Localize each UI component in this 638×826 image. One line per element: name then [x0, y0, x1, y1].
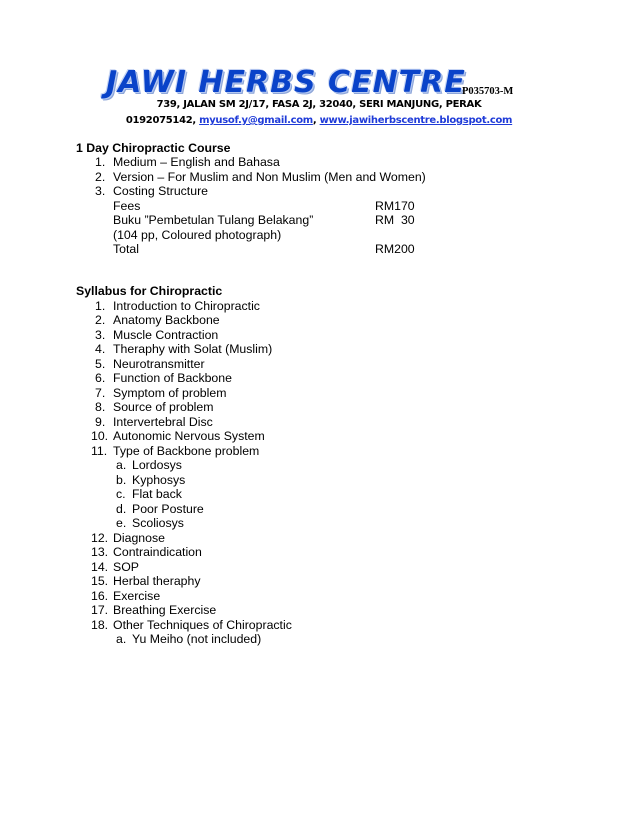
list-number: 4. — [95, 342, 106, 356]
list-number: 1. — [95, 155, 106, 169]
website-link[interactable]: www.jawiherbscentre.blogspot.com — [319, 115, 513, 126]
list-number: 17. — [91, 603, 109, 617]
list-number: 3. — [95, 184, 106, 198]
list-number: 16. — [91, 588, 109, 603]
course-title: 1 Day Chiropractic Course — [76, 141, 231, 155]
list-number: 8. — [95, 400, 106, 414]
cost-label: Buku ”Pembetulan Tulang Belakang” — [113, 213, 314, 227]
cost-label: Fees — [113, 198, 141, 213]
list-item: Costing Structure — [113, 184, 209, 198]
list-item: Neurotransmitter — [113, 356, 205, 371]
letterhead — [0, 66, 638, 100]
syllabus-title: Syllabus for Chiropractic — [76, 284, 223, 298]
list-item: Function of Backbone — [113, 371, 232, 385]
registration-number: P035703-M — [462, 86, 514, 97]
list-item: Type of Backbone problem — [113, 443, 260, 458]
list-number: 11. — [91, 443, 108, 458]
sublist-letter: e. — [116, 516, 127, 530]
list-number: 7. — [95, 385, 106, 400]
cost-label: Total — [113, 242, 139, 256]
list-item: Contraindication — [113, 545, 202, 559]
cost-value: RM170 — [375, 198, 415, 213]
list-number: 18. — [91, 617, 109, 632]
list-item: Other Techniques of Chiropractic — [113, 617, 292, 632]
contact-line — [0, 115, 638, 126]
list-number: 13. — [91, 545, 109, 559]
list-item: Diagnose — [113, 530, 165, 545]
list-item: Anatomy Backbone — [113, 313, 220, 327]
sublist-letter: d. — [116, 501, 127, 516]
list-number: 2. — [95, 169, 106, 184]
sublist-item: Lordosys — [132, 458, 182, 472]
list-number: 3. — [95, 327, 106, 342]
phone-number: 0192075142, — [125, 115, 196, 126]
list-number: 2. — [95, 313, 106, 327]
sublist-item: Kyphosys — [132, 472, 186, 487]
list-number: 5. — [95, 356, 106, 371]
sublist-item: Scoliosys — [132, 516, 184, 530]
list-item: SOP — [113, 559, 139, 574]
list-number: 15. — [91, 574, 109, 588]
cost-label: (104 pp, Coloured photograph) — [113, 227, 282, 242]
company-address: 739, JALAN SM 2J/17, FASA 2J, 32040, SERI MANJUNG, PERAK — [156, 99, 482, 110]
list-item: Autonomic Nervous System — [113, 429, 265, 443]
sublist-letter: a. — [116, 632, 127, 646]
list-item: Intervertebral Disc — [113, 414, 213, 429]
list-item: Medium – English and Bahasa — [113, 155, 280, 169]
email-link[interactable]: myusof.y@gmail.com — [199, 115, 313, 126]
list-number: 12. — [91, 530, 109, 545]
list-item: Theraphy with Solat (Muslim) — [113, 342, 273, 356]
contact-separator: , — [312, 115, 317, 126]
cost-value: RM200 — [375, 242, 415, 256]
list-number: 6. — [95, 371, 106, 385]
company-logo: JAWI HERBS CENTRE — [106, 65, 466, 100]
list-item: Version – For Muslim and Non Muslim (Men and Women) — [113, 169, 426, 184]
cost-value: RM 30 — [375, 213, 415, 227]
list-item: Muscle Contraction — [113, 327, 219, 342]
sublist-item: Poor Posture — [132, 501, 204, 516]
list-item: Symptom of problem — [113, 385, 227, 400]
sublist-letter: b. — [116, 472, 127, 487]
list-item: Herbal theraphy — [113, 574, 201, 588]
sublist-letter: c. — [116, 487, 126, 501]
sublist-item: Flat back — [132, 487, 182, 501]
list-item: Breathing Exercise — [113, 603, 217, 617]
list-number: 10. — [91, 429, 109, 443]
list-item: Exercise — [113, 588, 161, 603]
sublist-item: Yu Meiho (not included) — [132, 632, 262, 646]
list-number: 9. — [95, 414, 106, 429]
list-number: 14. — [91, 559, 109, 574]
list-item: Introduction to Chiropractic — [113, 298, 260, 313]
list-number: 1. — [95, 298, 106, 313]
list-item: Source of problem — [113, 400, 214, 414]
sublist-letter: a. — [116, 458, 127, 472]
